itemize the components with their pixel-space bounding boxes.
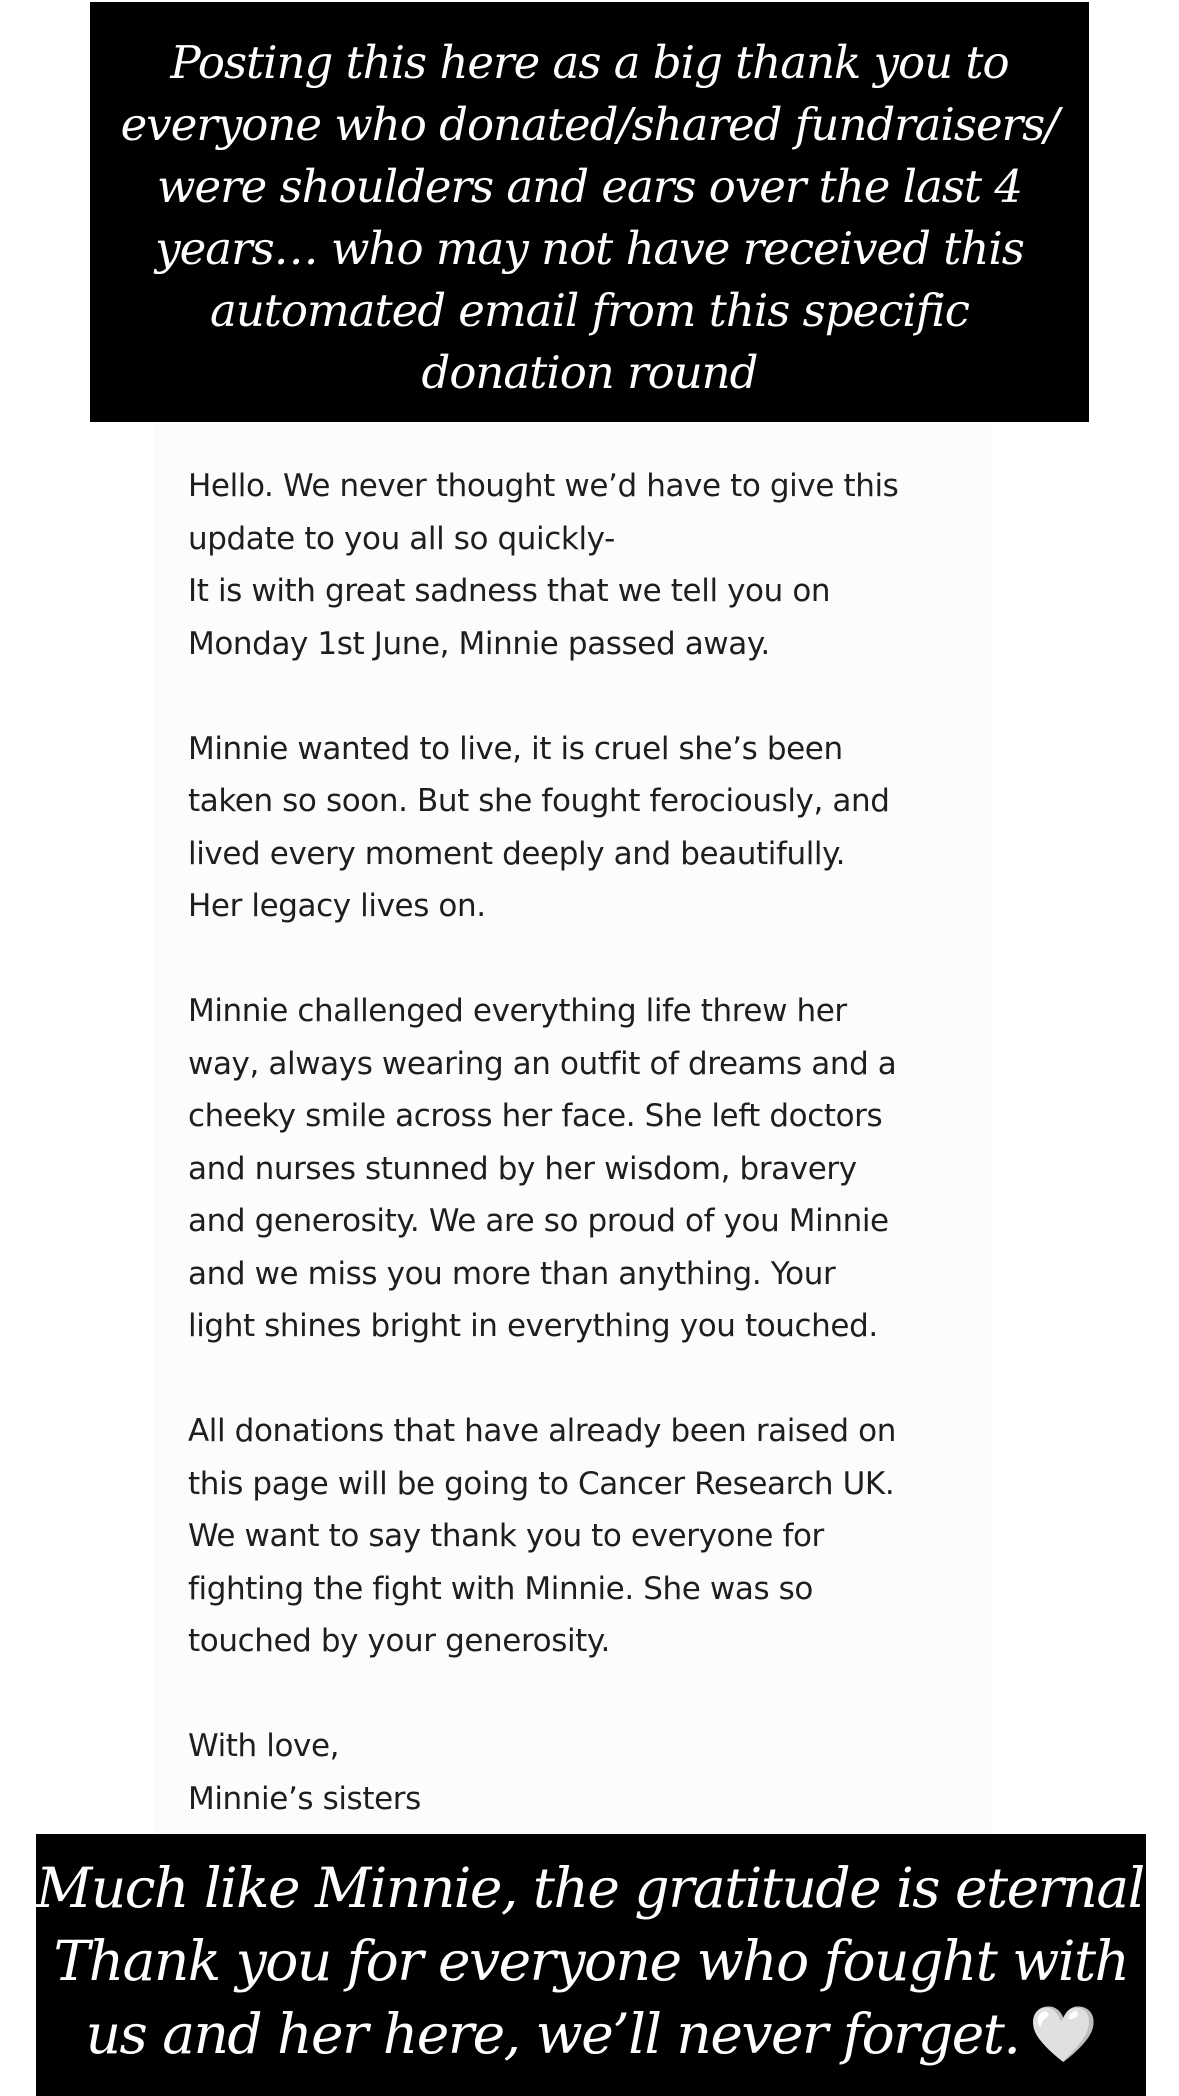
email-line: Minnie challenged everything life threw her: [188, 993, 847, 1029]
top-caption: [90, 2, 1089, 422]
email-line: touched by your generosity.: [188, 1623, 610, 1659]
bottom-caption-line: Thank you for everyone who fought with: [53, 1929, 1129, 1993]
top-caption-line: automated email from this specific: [210, 284, 969, 337]
email-line: Hello. We never thought we’d have to give this: [188, 468, 899, 504]
email-line: and we miss you more than anything. Your: [188, 1255, 836, 1292]
email-line: and nurses stunned by her wisdom, bravery: [188, 1150, 857, 1187]
email-body: [188, 460, 968, 1825]
email-line: and generosity. We are so proud of you Minnie: [188, 1203, 889, 1239]
email-line: light shines bright in everything you touched.: [188, 1308, 878, 1344]
bottom-caption-line-with-emoji: [36, 1998, 1146, 2071]
bottom-caption: [36, 1834, 1160, 2096]
top-caption-line: everyone who donated/shared fundraisers/: [120, 98, 1059, 151]
email-line: It is with great sadness that we tell you on: [188, 573, 831, 609]
email-paragraph-tribute: [188, 985, 968, 1353]
top-caption-line: years… who may not have received this: [155, 222, 1024, 275]
email-line: With love,: [188, 1728, 340, 1764]
email-line: taken so soon. But she fought ferociously, and: [188, 783, 890, 819]
email-line: Monday 1st June, Minnie passed away.: [188, 625, 770, 662]
email-line: way, always wearing an outfit of dreams and a: [188, 1045, 897, 1082]
email-line: fighting the fight with Minnie. She was so: [188, 1570, 813, 1607]
white-heart-icon: 🤍: [1029, 2002, 1097, 2066]
email-line: We want to say thank you to everyone for: [188, 1518, 824, 1554]
top-caption-line: Posting this here as a big thank you to: [170, 36, 1009, 89]
top-caption-line: were shoulders and ears over the last 4: [156, 160, 1023, 213]
email-line: Minnie’s sisters: [188, 1780, 421, 1817]
email-line: this page will be going to Cancer Research UK.: [188, 1465, 895, 1502]
email-line: lived every moment deeply and beautifully.: [188, 835, 846, 872]
email-signoff: [188, 1720, 968, 1825]
email-paragraph-greeting: [188, 460, 968, 670]
email-line: update to you all so quickly-: [188, 520, 615, 557]
email-line: Minnie wanted to live, it is cruel she’s been: [188, 730, 843, 767]
email-paragraph-donations: [188, 1405, 968, 1668]
email-line: Her legacy lives on.: [188, 888, 486, 924]
bottom-caption-line: Much like Minnie, the gratitude is eternal.: [36, 1856, 1160, 1920]
email-paragraph-legacy: [188, 723, 968, 933]
bottom-caption-line: us and her here, we’ll never forget.: [85, 2002, 1020, 2066]
email-line: cheeky smile across her face. She left doctors: [188, 1098, 883, 1134]
top-caption-line: donation round: [421, 346, 758, 399]
email-line: All donations that have already been raised on: [188, 1413, 896, 1449]
